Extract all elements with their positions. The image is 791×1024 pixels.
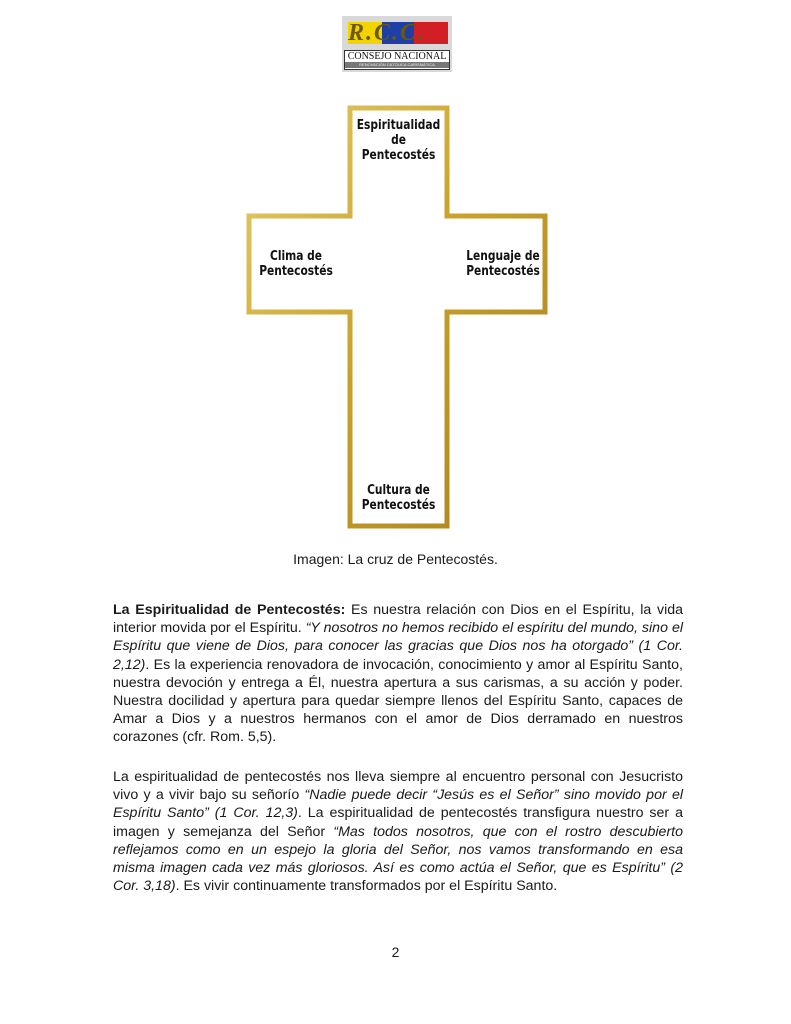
scripture-quote: “Y nosotros no hemos recibido el espíritu del mundo, sino el Espíritu que viene de Dios, para conocer las gracias que Dios nos ha otorgado” (1 Cor. 2,12) — [113, 620, 683, 673]
logo-title-box — [344, 50, 450, 70]
logo-letters: R.C.C. — [348, 20, 427, 46]
logo-title: CONSEJO NACIONAL — [347, 51, 447, 62]
label-espiritualidad: Espiritualidad de Pentecostés — [356, 118, 441, 163]
label-lenguaje: Lenguaje de Pentecostés — [466, 249, 540, 279]
rcc-logo — [342, 16, 452, 72]
scripture-quote: “Mas todos nosotros, que con el rostro descubierto reflejamos como en un espejo la gloria del Señor, nos vamos transformando en esa misma imagen cada vez más gloriosos. Así es como actúa el Señor, que es Espíritu” (2 Cor. 3,18) — [113, 823, 683, 895]
paragraph-senorio: La espiritualidad de pentecostés nos lleva siempre al encuentro personal con Jesucristo vivo y a vivir bajo su señorío “Nadie puede decir “Jesús es el Señor” sino movido por el Espíritu Santo” (1 Cor. 12,3). La espiritualidad de pentecostés transfigura nuestro ser a imagen y semejanza del Señor “Mas todos nosotros, que con el rostro descubierto reflejamos como en un espejo la gloria del Señor, nos vamos transformando en esa misma imagen cada vez más gloriosos. Así es como actúa el Señor, que es Espíritu” (2 Cor. 3,18). Es vivir continuamente transformados por el Espíritu Santo. — [113, 769, 683, 895]
label-clima: Clima de Pentecostés — [259, 249, 333, 279]
paragraph-espiritualidad: La Espiritualidad de Pentecostés: Es nuestra relación con Dios en el Espíritu, la vida interior movida por el Espíritu. “Y nosotros no hemos recibido el espíritu del mundo, sino el Espíritu que viene de Dios, para conocer las gracias que Dios nos ha otorgado” (1 Cor. 2,12). Es la experiencia renovadora de invocación, conocimiento y amor al Espíritu Santo, nuestra devoción y entrega a Él, nuestra apertura a sus carismas, a su acción y poder. Nuestra docilidad y apertura para quedar siempre llenos del Espíritu Santo, capaces de Amar a Dios y a nuestros hermanos con el amor de Dios derramado en nuestros corazones (cfr. Rom. 5,5). — [113, 602, 684, 746]
pentecost-cross-diagram — [240, 100, 555, 535]
logo-subtitle: RENOVACIÓN CATÓLICA CARISMÁTICA — [345, 62, 449, 68]
label-cultura: Cultura de Pentecostés — [361, 483, 436, 513]
cross-outline — [240, 100, 555, 535]
paragraph-heading: La Espiritualidad de Pentecostés: — [113, 602, 346, 618]
scripture-quote: “Nadie puede decir “Jesús es el Señor” sino movido por el Espíritu Santo” (1 Cor. 12,3) — [113, 787, 683, 822]
page-number: 2 — [391, 944, 400, 960]
figure-caption: Imagen: La cruz de Pentecostés. — [293, 551, 498, 567]
